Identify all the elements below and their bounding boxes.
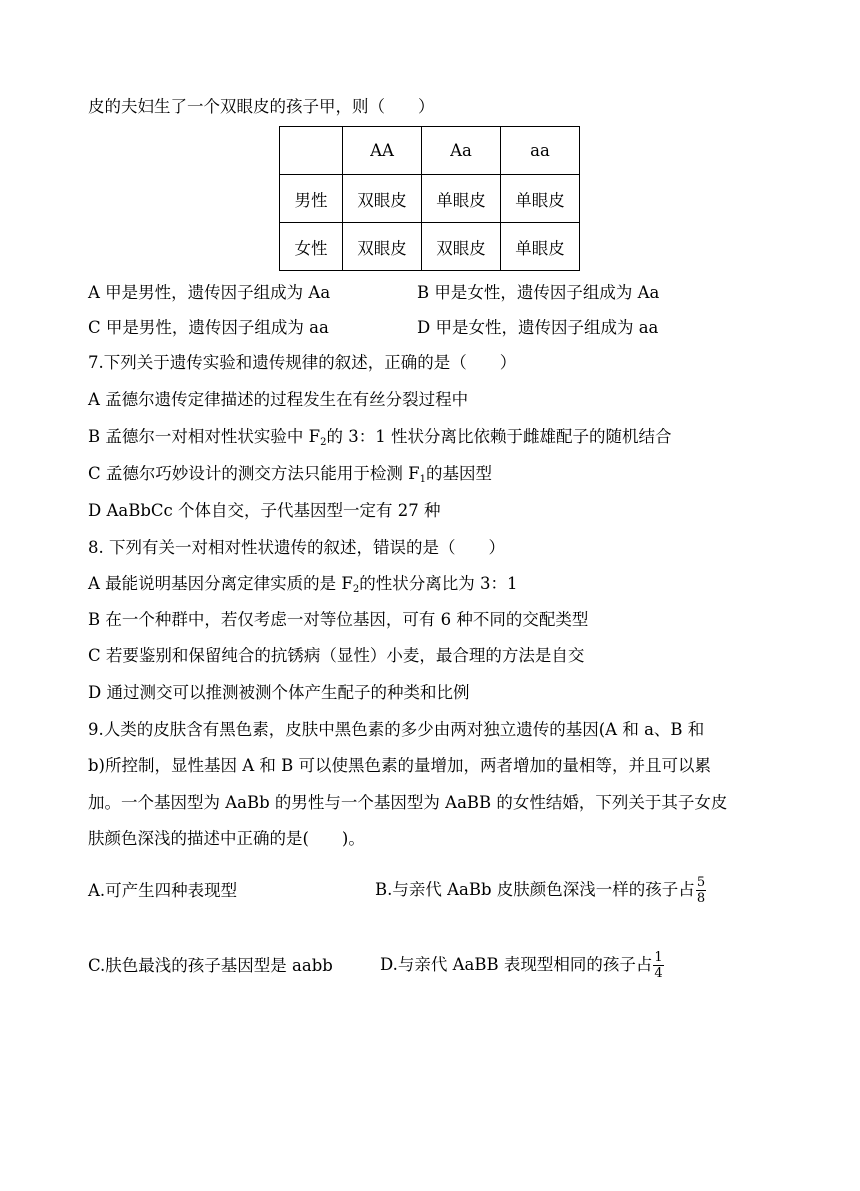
- table-cell: 双眼皮: [343, 175, 422, 223]
- q6-option-a: A 甲是男性，遗传因子组成为 Aa: [88, 283, 331, 302]
- table-cell: 双眼皮: [422, 223, 501, 271]
- q9-option-b-text: B.与亲代 AaBb 皮肤颜色深浅一样的孩子占: [375, 880, 695, 899]
- question-6-stem-continuation: 皮的夫妇生了一个双眼皮的孩子甲，则（ ）: [88, 97, 435, 116]
- fraction-numerator: 5: [696, 875, 706, 890]
- table-header-cell: AA: [343, 127, 422, 175]
- table-header-cell: [280, 127, 343, 175]
- table-cell: 单眼皮: [501, 175, 580, 223]
- table-cell: 双眼皮: [343, 223, 422, 271]
- question-9-stem-line-3: 加。一个基因型为 AaBb 的男性与一个基因型为 AaBB 的女性结婚，下列关于其子女皮: [88, 793, 728, 812]
- table-cell: 单眼皮: [501, 223, 580, 271]
- table-header-cell: aa: [501, 127, 580, 175]
- fraction-denominator: 8: [696, 891, 706, 906]
- fraction: [696, 875, 706, 906]
- q7-option-c-text-rest: 的基因型: [425, 464, 492, 483]
- fraction-numerator: 1: [654, 950, 663, 965]
- q7-option-b-text-rest: 的 3：1 性状分离比依赖于雌雄配子的随机结合: [326, 427, 672, 446]
- table-row: [280, 223, 580, 271]
- subscript: 1: [419, 474, 426, 485]
- q8-option-a-text: A 最能说明基因分离定律实质的是 F: [88, 574, 353, 593]
- subscript: 2: [320, 437, 327, 448]
- q9-option-b: [375, 868, 706, 912]
- question-9-stem-line-2: b)所控制，显性基因 A 和 B 可以使黑色素的量增加，两者增加的量相等，并且可以累: [88, 756, 712, 775]
- q7-option-a: A 孟德尔遗传定律描述的过程发生在有丝分裂过程中: [88, 390, 469, 409]
- q9-option-a: A.可产生四种表现型: [88, 881, 238, 900]
- q8-option-a: [88, 573, 517, 601]
- subscript: 2: [352, 584, 360, 595]
- q6-option-d: D 甲是女性，遗传因子组成为 aa: [417, 318, 659, 337]
- q8-option-a-text-rest: 的性状分离比为 3：1: [359, 574, 518, 593]
- table-cell: 男性: [280, 175, 343, 223]
- q8-option-d: D 通过测交可以推测被测个体产生配子的种类和比例: [88, 683, 470, 702]
- q7-option-b-text: B 孟德尔一对相对性状实验中 F: [88, 427, 321, 446]
- q7-option-c: [88, 463, 492, 491]
- table-header-row: [280, 127, 580, 175]
- q7-option-b: [88, 426, 671, 454]
- table-cell: 女性: [280, 223, 343, 271]
- q7-option-c-text: C 孟德尔巧妙设计的测交方法只能用于检测 F: [88, 464, 420, 483]
- question-9-stem-line-4: 肤颜色深浅的描述中正确的是( )。: [88, 829, 365, 848]
- fraction-denominator: 4: [654, 966, 663, 981]
- table-row: [280, 175, 580, 223]
- q7-option-d: D AaBbCc 个体自交，子代基因型一定有 27 种: [88, 501, 441, 520]
- q8-option-b: B 在一个种群中，若仅考虑一对等位基因，可有 6 种不同的交配类型: [88, 610, 589, 629]
- table-header-cell: Aa: [422, 127, 501, 175]
- fraction: [653, 950, 663, 981]
- genotype-phenotype-table: [279, 126, 580, 271]
- question-7-stem: 7.下列关于遗传实验和遗传规律的叙述，正确的是（ ）: [88, 353, 517, 372]
- question-8-stem: 8. 下列有关一对相对性状遗传的叙述，错误的是（ ）: [88, 538, 505, 557]
- q9-option-c: C.肤色最浅的孩子基因型是 aabb: [88, 956, 333, 975]
- question-9-stem-line-1: 9.人类的皮肤含有黑色素，皮肤中黑色素的多少由两对独立遗传的基因(A 和 a、B 和: [88, 720, 705, 739]
- q6-option-c: C 甲是男性，遗传因子组成为 aa: [88, 318, 329, 337]
- q8-option-c: C 若要鉴别和保留纯合的抗锈病（显性）小麦，最合理的方法是自交: [88, 646, 585, 665]
- q6-option-b: B 甲是女性，遗传因子组成为 Aa: [417, 283, 660, 302]
- q9-option-d: [380, 943, 664, 987]
- table-cell: 单眼皮: [422, 175, 501, 223]
- q9-option-d-text: D.与亲代 AaBB 表现型相同的孩子占: [380, 955, 653, 974]
